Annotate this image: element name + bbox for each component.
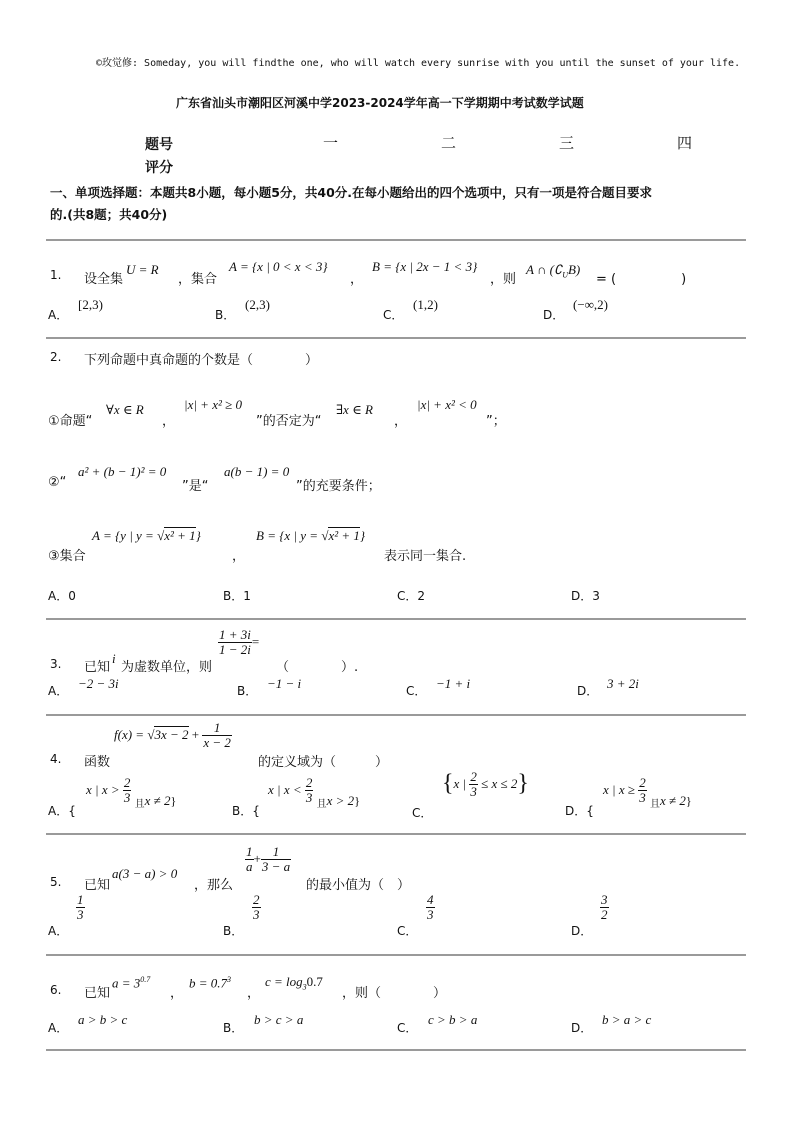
- option-label-c: C．: [383, 308, 404, 322]
- option-d[interactable]: (−∞,2): [573, 297, 609, 312]
- statement-3-text: ③集合: [48, 549, 86, 564]
- option-d[interactable]: D．3: [571, 589, 600, 603]
- question-number: 5.: [50, 875, 62, 889]
- option-label-d: D．: [571, 924, 593, 938]
- math-expr: i: [112, 651, 116, 666]
- question-text: ，: [350, 272, 364, 287]
- question-text: ，: [232, 549, 246, 564]
- divider: [46, 239, 746, 241]
- question-text: 设全集: [84, 272, 124, 287]
- option-d[interactable]: $\frac{3}{2}$: [601, 892, 608, 922]
- option-a[interactable]: a > b > c: [78, 1012, 128, 1027]
- statement-1-text: ①命题“: [48, 414, 93, 429]
- option-label-c: C．: [397, 924, 418, 938]
- option-c[interactable]: −1 + i: [436, 676, 471, 691]
- option-d[interactable]: b > a > c: [602, 1012, 652, 1027]
- question-text: ，那么: [194, 878, 234, 893]
- option-label-d: D．: [577, 684, 599, 698]
- option-b[interactable]: x | x < $\frac{2}{3}$ $_且$x > 2}: [268, 775, 360, 811]
- question-number: 1.: [50, 268, 62, 282]
- question-number: 6.: [50, 983, 62, 997]
- section-heading-line2: 的.(共8题；共40分): [50, 207, 168, 222]
- question-number: 2.: [50, 350, 62, 364]
- divider: [46, 954, 746, 956]
- math-expr: |x| + x² < 0: [417, 397, 477, 412]
- question-text: 已知: [84, 660, 111, 675]
- score-col-1: 一: [323, 134, 339, 152]
- option-a[interactable]: A．0: [48, 589, 76, 603]
- question-text: ，则（ ）: [342, 986, 447, 1001]
- question-text: ”；: [486, 414, 506, 429]
- option-c[interactable]: $\frac{4}{3}$: [427, 892, 434, 922]
- score-col-3: 三: [559, 134, 575, 152]
- math-expr: $a = 3^{0.7}$: [112, 975, 151, 991]
- question-text: 的定义域为（ ）: [258, 755, 389, 770]
- math-expr: $b = 0.7^3$: [189, 975, 232, 991]
- option-c[interactable]: c > b > a: [428, 1012, 478, 1027]
- question-text: ，: [394, 414, 408, 429]
- math-expr: a² + (b − 1)² = 0: [78, 464, 167, 479]
- score-header-label: 题号: [145, 137, 173, 153]
- question-text: 已知: [84, 986, 111, 1001]
- math-expr: A ∩ $(∁_UB)$: [526, 262, 581, 280]
- option-c[interactable]: C．2: [397, 589, 426, 603]
- option-label-a: A．: [48, 684, 69, 698]
- option-c[interactable]: (1,2): [413, 297, 438, 312]
- question-text: ，: [162, 414, 176, 429]
- math-expr: B = {x | y = √x² + 1}: [256, 528, 366, 543]
- math-expr: B = {x | 2x − 1 < 3}: [372, 259, 478, 274]
- option-b[interactable]: (2,3): [245, 297, 270, 312]
- question-text: 已知: [84, 878, 111, 893]
- question-text: 函数: [84, 755, 111, 770]
- option-label-b: B．: [223, 1021, 244, 1035]
- option-label-b: B．: [223, 924, 244, 938]
- divider: [46, 714, 746, 716]
- question-text: 下列命题中真命题的个数是（ ）: [84, 353, 319, 368]
- option-b[interactable]: $\frac{2}{3}$: [253, 892, 260, 922]
- math-expr: a(3 − a) > 0: [112, 866, 178, 881]
- question-text: ，则: [490, 272, 517, 287]
- option-a[interactable]: $\frac{1}{3}$: [77, 892, 84, 922]
- math-fraction: $\frac{1 + 3i}{1 - 2i}$ =: [219, 627, 260, 657]
- option-d[interactable]: 3 + 2i: [607, 676, 639, 691]
- option-label-a: A．{: [48, 804, 76, 818]
- question-text: ”是“: [182, 479, 209, 494]
- question-text: ，: [170, 986, 184, 1001]
- math-expr: A = {x | 0 < x < 3}: [229, 259, 328, 274]
- math-expr: A = {y | y = √x² + 1}: [92, 528, 201, 543]
- math-expr: $\frac{1}{a}$ + $\frac{1}{3 - a}$: [246, 844, 291, 874]
- math-expr: ∃x ∈ R: [336, 402, 373, 417]
- option-b[interactable]: B．1: [223, 589, 251, 603]
- option-label-a: A．: [48, 924, 69, 938]
- question-text: 表示同一集合.: [384, 549, 467, 564]
- option-b[interactable]: −1 − i: [267, 676, 302, 691]
- option-a[interactable]: [2,3): [78, 297, 103, 312]
- option-label-b: B．: [237, 684, 258, 698]
- divider: [46, 1049, 746, 1051]
- option-label-b: B．{: [232, 804, 260, 818]
- question-text: ，: [247, 986, 261, 1001]
- option-c[interactable]: {x | $\frac{2}{3}$ ≤ x ≤ 2}: [442, 769, 529, 799]
- divider: [46, 618, 746, 620]
- section-heading-line1: 一、单项选择题：本题共8小题，每小题5分，共40分.在每小题给出的四个选项中，只有一项是符合题目要求: [50, 185, 653, 200]
- option-label-d: D．: [543, 308, 565, 322]
- option-a[interactable]: x | x > $\frac{2}{3}$ $_且$x ≠ 2}: [86, 775, 177, 811]
- divider: [46, 337, 746, 339]
- option-label-d: D．{: [565, 804, 594, 818]
- math-expr: f(x) = √3x − 2 + $\frac{1}{x - 2}$: [114, 720, 231, 750]
- divider: [46, 833, 746, 835]
- question-number: 3.: [50, 657, 62, 671]
- option-a[interactable]: −2 − 3i: [78, 676, 119, 691]
- math-expr: |x| + x² ≥ 0: [184, 397, 242, 412]
- option-label-c: C．: [397, 1021, 418, 1035]
- page-title: 广东省汕头市潮阳区河溪中学2023-2024学年高一下学期期中考试数学试题: [176, 96, 584, 110]
- score-col-4: 四: [677, 134, 693, 152]
- question-text: ”的充要条件；: [296, 479, 381, 494]
- option-label-c: C．: [412, 806, 433, 820]
- math-expr: ∀x ∈ R: [106, 402, 144, 417]
- math-expr: $c = \log_30.7$: [265, 974, 323, 992]
- question-text: 为虚数单位，则: [121, 660, 213, 675]
- option-label-a: A．: [48, 1021, 69, 1035]
- question-text: （ ）.: [276, 660, 359, 675]
- option-label-d: D．: [571, 1021, 593, 1035]
- math-expr: U = R: [126, 262, 159, 277]
- question-text: ，集合: [178, 272, 218, 287]
- option-b[interactable]: b > c > a: [254, 1012, 304, 1027]
- question-text: ”的否定为“: [256, 414, 322, 429]
- math-expr: a(b − 1) = 0: [224, 464, 290, 479]
- score-row-label: 评分: [145, 160, 173, 176]
- question-number: 4.: [50, 752, 62, 766]
- watermark-text: ©玫觉修: Someday, you will findthe one, who will watch every sunrise with you until the sunset of your life.: [96, 58, 741, 69]
- score-col-2: 二: [441, 134, 457, 152]
- option-label-b: B．: [215, 308, 236, 322]
- question-text: 的最小值为（ ）: [306, 878, 411, 893]
- option-label-c: C．: [406, 684, 427, 698]
- statement-2-text: ②“: [48, 475, 67, 490]
- option-d[interactable]: x | x ≥ $\frac{2}{3}$ $_且$x ≠ 2}: [603, 775, 692, 811]
- option-label-a: A．: [48, 308, 69, 322]
- question-text: = ( ): [596, 272, 687, 287]
